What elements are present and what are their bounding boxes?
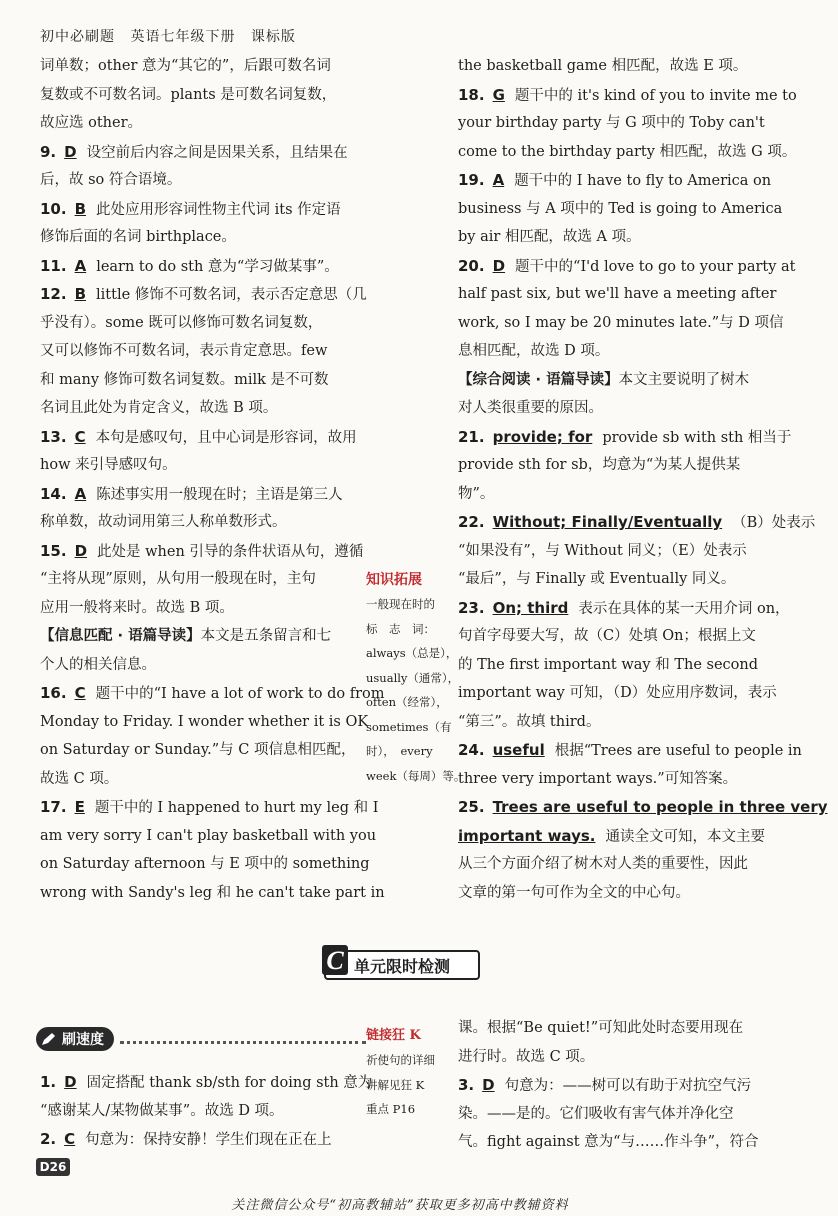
text-line: [458, 1100, 780, 1129]
page-number: D26: [36, 1158, 70, 1176]
text-line: [40, 651, 362, 680]
line-text: 题干中的 I have to fly to America on: [514, 173, 772, 189]
item-number: 3.: [458, 1076, 475, 1094]
line-text: 物”。: [458, 485, 495, 502]
line-text: 进行时。故选 C 项。: [458, 1048, 595, 1065]
answer-item: [458, 508, 816, 537]
line-text: wrong with Sandy's leg 和 he can't take part in: [40, 884, 385, 901]
text-line: [40, 708, 369, 737]
text-line: [40, 850, 370, 879]
line-text: 本句是感叹句，且中心词是形容词，故用: [95, 429, 357, 446]
answer-key: useful: [492, 741, 545, 759]
line-text: 题干中的 it's kind of you to invite me to: [514, 87, 797, 104]
line-text: business 与 A 项中的 Ted is going to America: [458, 200, 783, 217]
text-line: [40, 366, 362, 395]
text-line: [40, 736, 362, 765]
item-number: 16.: [40, 684, 67, 702]
item-number: 17.: [40, 798, 67, 816]
text-line: [458, 280, 780, 309]
section-intro: [40, 622, 362, 651]
text-line: [40, 594, 362, 623]
line-text: 乎没有）。some 既可以修饰可数名词复数，: [40, 314, 323, 331]
answer-key: E: [74, 798, 85, 816]
text-line: [40, 394, 362, 423]
answer-key: A: [74, 256, 87, 275]
answer-key: C: [74, 427, 86, 446]
pencil-icon: [40, 1031, 58, 1047]
text-line: [40, 451, 362, 480]
item-number: 10.: [40, 199, 67, 218]
answer-item: [458, 736, 802, 765]
line-text: come to the birthday party 相匹配，故选 G 项。: [458, 143, 797, 160]
line-text: “最后”，与 Finally 或 Eventually 同义。: [458, 571, 736, 587]
speed-label: 刷速度: [62, 1032, 104, 1048]
item-number: 20.: [458, 256, 485, 275]
text-line: [40, 166, 362, 195]
text-line: [458, 879, 780, 908]
line-text: 气。fight against 意为“与……作斗争”，符合: [458, 1134, 759, 1150]
unit-test-title: 单元限时检测: [354, 956, 451, 976]
text-line: [40, 52, 362, 81]
line-text: 本文主要说明了树木: [618, 371, 750, 388]
item-number: 19.: [458, 171, 485, 189]
line-text: 句意为：保持安静！学生们现在正在上: [85, 1132, 332, 1148]
answer-item: [458, 1071, 780, 1100]
item-number: 12.: [40, 285, 67, 303]
line-text: 和 many 修饰可数名词复数。milk 是不可数: [40, 371, 329, 388]
item-number: 24.: [458, 741, 485, 759]
sidebar-line: usually（通常），: [366, 670, 460, 685]
section-label: 【信息匹配 · 语篇导读】: [40, 628, 201, 644]
line-text: 陈述事实用一般现在时；主语是第三人: [96, 486, 343, 503]
line-text: important way 可知，（D）处应用序数词，表示: [458, 685, 777, 701]
answer-item: [40, 280, 367, 309]
answer-item: [40, 138, 362, 167]
answer-key: D: [482, 1076, 495, 1094]
line-text: 课。根据“Be quiet!”可知此处时态要用现在: [458, 1020, 744, 1036]
line-text: 题干中的“I'd love to go to your party at: [515, 258, 796, 275]
answer-item: [40, 423, 362, 452]
line-text: little 修饰不可数名词，表示否定意思（几: [96, 287, 367, 303]
book-series: 初中必刷题: [40, 29, 115, 45]
knowledge-extension-sidebar: [366, 568, 466, 788]
line-text: on Saturday afternoon 与 E 项中的 something: [40, 856, 370, 872]
line-text: 对人类很重要的原因。: [458, 400, 603, 416]
answer-key: A: [492, 171, 505, 189]
text-line: [458, 309, 784, 338]
svg-text:C: C: [326, 946, 344, 975]
line-text: 设空前后内容之间是因果关系，且结果在: [86, 144, 348, 161]
line-text: 的 The first important way 和 The second: [458, 656, 759, 673]
sidebar-line: 时）， every: [366, 744, 433, 758]
text-line: [458, 679, 780, 708]
text-line: [458, 765, 780, 794]
line-text: 文章的第一句可作为全文的中心句。: [458, 884, 690, 901]
text-line: [458, 565, 780, 594]
line-text: 修饰后面的名词 birthplace。: [40, 229, 236, 245]
line-text: 句意为：——树可以有助于对抗空气污: [504, 1078, 752, 1094]
left-column: [40, 52, 385, 907]
line-text: 名词且此处为肯定含义，故选 B 项。: [40, 400, 278, 416]
text-line: [458, 480, 780, 509]
line-text: “如果没有”，与 Without 同义；（E）处表示: [458, 542, 747, 559]
item-number: 21.: [458, 427, 485, 446]
text-line: [40, 565, 362, 594]
text-line: [458, 622, 780, 651]
answer-item: [40, 195, 362, 224]
item-number: 9.: [40, 142, 57, 161]
link-k-lines: [366, 1048, 456, 1122]
line-text: 根据“Trees are useful to people in: [554, 743, 802, 759]
item-number: 13.: [40, 427, 67, 446]
line-text: 本文是五条留言和七: [200, 628, 332, 644]
text-line: [40, 309, 362, 338]
left-column-bottom: [40, 1068, 373, 1154]
answer-key: D: [492, 256, 506, 275]
sidebar-line: often（经常），: [366, 695, 448, 709]
book-edition: 课标版: [250, 29, 296, 45]
text-line: [40, 508, 362, 537]
text-line: [458, 1043, 780, 1072]
sidebar-line: sometimes（有: [366, 719, 452, 734]
line-text: Monday to Friday. I wonder whether it is OK: [40, 713, 369, 730]
text-line: [458, 337, 780, 366]
answer-key: D: [74, 541, 88, 560]
text-line: [458, 651, 780, 680]
line-text: 此处是 when 引导的条件状语从句，遵循: [97, 543, 364, 560]
answer-item: [40, 1068, 373, 1097]
sidebar-line: always（总是），: [366, 646, 458, 660]
text-line: [458, 195, 783, 224]
line-text: learn to do sth 意为“学习做某事”。: [96, 258, 339, 275]
answer-item: [40, 793, 379, 822]
line-text: the basketball game 相匹配，故选 E 项。: [458, 58, 748, 74]
text-line: [40, 223, 362, 252]
text-line: [458, 1014, 780, 1043]
line-text: 题干中的“I have a lot of work to do from: [95, 686, 385, 702]
speed-section-header: [36, 1025, 366, 1053]
text-line: [458, 822, 780, 851]
right-column-bottom: [458, 1014, 780, 1157]
answer-key: A: [74, 484, 87, 503]
sidebar-lines: [366, 592, 466, 788]
section-label: 【综合阅读 · 语篇导读】: [458, 371, 619, 388]
link-k-title: 链接狂 K: [366, 1028, 421, 1043]
book-subject: 英语七年级下册: [130, 29, 236, 45]
text-line: [458, 52, 780, 81]
line-text: provide sth for sb，均意为“为某人提供某: [458, 457, 741, 473]
line-text: 个人的相关信息。: [40, 656, 156, 673]
answer-key: D: [64, 1073, 77, 1091]
line-text: work, so I may be 20 minutes late.”与 D 项信: [458, 314, 784, 331]
text-line: [40, 765, 362, 794]
answer-key: On; third: [492, 598, 569, 617]
answer-item: [458, 81, 797, 110]
line-text: 后，故 so 符合语境。: [40, 172, 182, 188]
line-text: 固定搭配 thank sb/sth for doing sth 意为: [86, 1075, 373, 1091]
sidebar-line: 一般现在时的: [366, 597, 435, 611]
answer-key: important ways.: [458, 826, 596, 845]
item-number: 23.: [458, 598, 485, 617]
answer-item: [40, 537, 362, 566]
text-line: [458, 223, 780, 252]
item-number: 15.: [40, 541, 67, 560]
line-text: 故选 C 项。: [40, 770, 119, 787]
line-text: 词单数；other 意为“其它的”，后跟可数名词: [40, 58, 331, 74]
line-text: how 来引导感叹句。: [40, 457, 177, 473]
text-line: [458, 708, 780, 737]
item-number: 1.: [40, 1073, 57, 1091]
line-text: provide sb with sth 相当于: [602, 429, 792, 446]
sidebar-line: 祈使句的详细: [366, 1053, 435, 1067]
text-line: [458, 109, 780, 138]
answer-key: G: [492, 85, 505, 104]
text-line: [40, 822, 377, 851]
line-text: （B）处表示: [732, 515, 816, 531]
line-text: “感谢某人/某物做某事”。故选 D 项。: [40, 1102, 284, 1119]
text-line: [458, 1128, 780, 1157]
answer-key: Without; Finally/Eventually: [492, 513, 723, 531]
answer-item: [40, 480, 362, 509]
speed-badge: [36, 1027, 114, 1051]
line-text: 通读全文可知，本文主要: [605, 828, 765, 845]
line-text: 题干中的 I happened to hurt my leg 和 I: [94, 800, 379, 816]
line-text: 故应选 other。: [40, 115, 143, 131]
answer-key: C: [64, 1130, 76, 1148]
text-line: [40, 337, 362, 366]
item-number: 14.: [40, 484, 67, 503]
answer-item: [40, 1125, 362, 1154]
sidebar-line: 重点 P16: [366, 1102, 416, 1116]
answer-key: C: [74, 684, 86, 702]
line-text: 表示在具体的某一天用介词 on，: [578, 600, 790, 617]
line-text: am very sorry I can't play basketball with you: [40, 827, 377, 844]
line-text: “主将从现”原则，从句用一般现在时，主句: [40, 571, 316, 587]
text-line: [40, 879, 385, 908]
line-text: 又可以修饰不可数名词，表示肯定意思。few: [40, 343, 328, 359]
section-intro: [458, 366, 780, 395]
line-text: 息相匹配，故选 D 项。: [458, 343, 610, 359]
answer-item: [458, 252, 796, 281]
c-logo-icon: [320, 943, 350, 977]
answer-item: [458, 594, 790, 623]
item-number: 2.: [40, 1130, 57, 1148]
text-line: [458, 451, 780, 480]
line-text: three very important ways.”可知答案。: [458, 770, 738, 787]
line-text: 句首字母要大写，故（C）处填 On；根据上文: [458, 628, 756, 644]
unit-test-banner: [324, 946, 480, 980]
page-header: [40, 26, 340, 46]
sidebar-line: week（每周）等。: [366, 768, 466, 783]
answer-item: [458, 166, 780, 195]
line-text: your birthday party 与 G 项中的 Toby can't: [458, 115, 765, 131]
answer-key: B: [74, 199, 87, 218]
text-line: [458, 850, 780, 879]
right-column: [458, 52, 828, 907]
answer-item: [40, 252, 362, 281]
text-line: [40, 81, 362, 110]
sidebar-line: 讲解见狂 K: [366, 1077, 425, 1092]
text-line: [40, 1097, 362, 1126]
item-number: 25.: [458, 798, 485, 816]
dotted-divider: [120, 1034, 366, 1044]
answer-key: Trees are useful to people in three very: [492, 798, 828, 816]
line-text: 称单数，故动词用第三人称单数形式。: [40, 514, 287, 530]
text-line: [40, 109, 362, 138]
line-text: 染。——是的。它们吸收有害气体并净化空: [458, 1105, 734, 1122]
answer-item: [458, 793, 828, 822]
answer-key: D: [64, 142, 77, 161]
line-text: 复数或不可数名词。plants 是可数名词复数，: [40, 86, 337, 103]
link-k-sidebar: [366, 1024, 456, 1122]
line-text: half past six, but we'll have a meeting after: [458, 286, 777, 302]
line-text: “第三”。故填 third。: [458, 713, 601, 730]
item-number: 11.: [40, 256, 67, 275]
line-text: 从三个方面介绍了树木对人类的重要性，因此: [458, 856, 748, 872]
text-line: [458, 394, 780, 423]
answer-key: B: [74, 285, 87, 303]
sidebar-line: 标 志 词：: [366, 621, 435, 636]
item-number: 22.: [458, 513, 485, 531]
line-text: on Saturday or Sunday.”与 C 项信息相匹配，: [40, 742, 356, 758]
line-text: 应用一般将来时。故选 B 项。: [40, 599, 234, 616]
answer-item: [458, 423, 792, 452]
footer-note: 关注微信公众号“初高教辅站”获取更多初高中教辅资料: [231, 1198, 569, 1213]
text-line: [458, 537, 780, 566]
answer-key: provide; for: [492, 427, 593, 446]
sidebar-title: 知识拓展: [366, 572, 422, 588]
line-text: 此处应用形容词性物主代词 its 作定语: [96, 201, 341, 218]
item-number: 18.: [458, 85, 485, 104]
answer-item: [40, 679, 385, 708]
line-text: by air 相匹配，故选 A 项。: [458, 229, 641, 245]
text-line: [458, 138, 797, 167]
